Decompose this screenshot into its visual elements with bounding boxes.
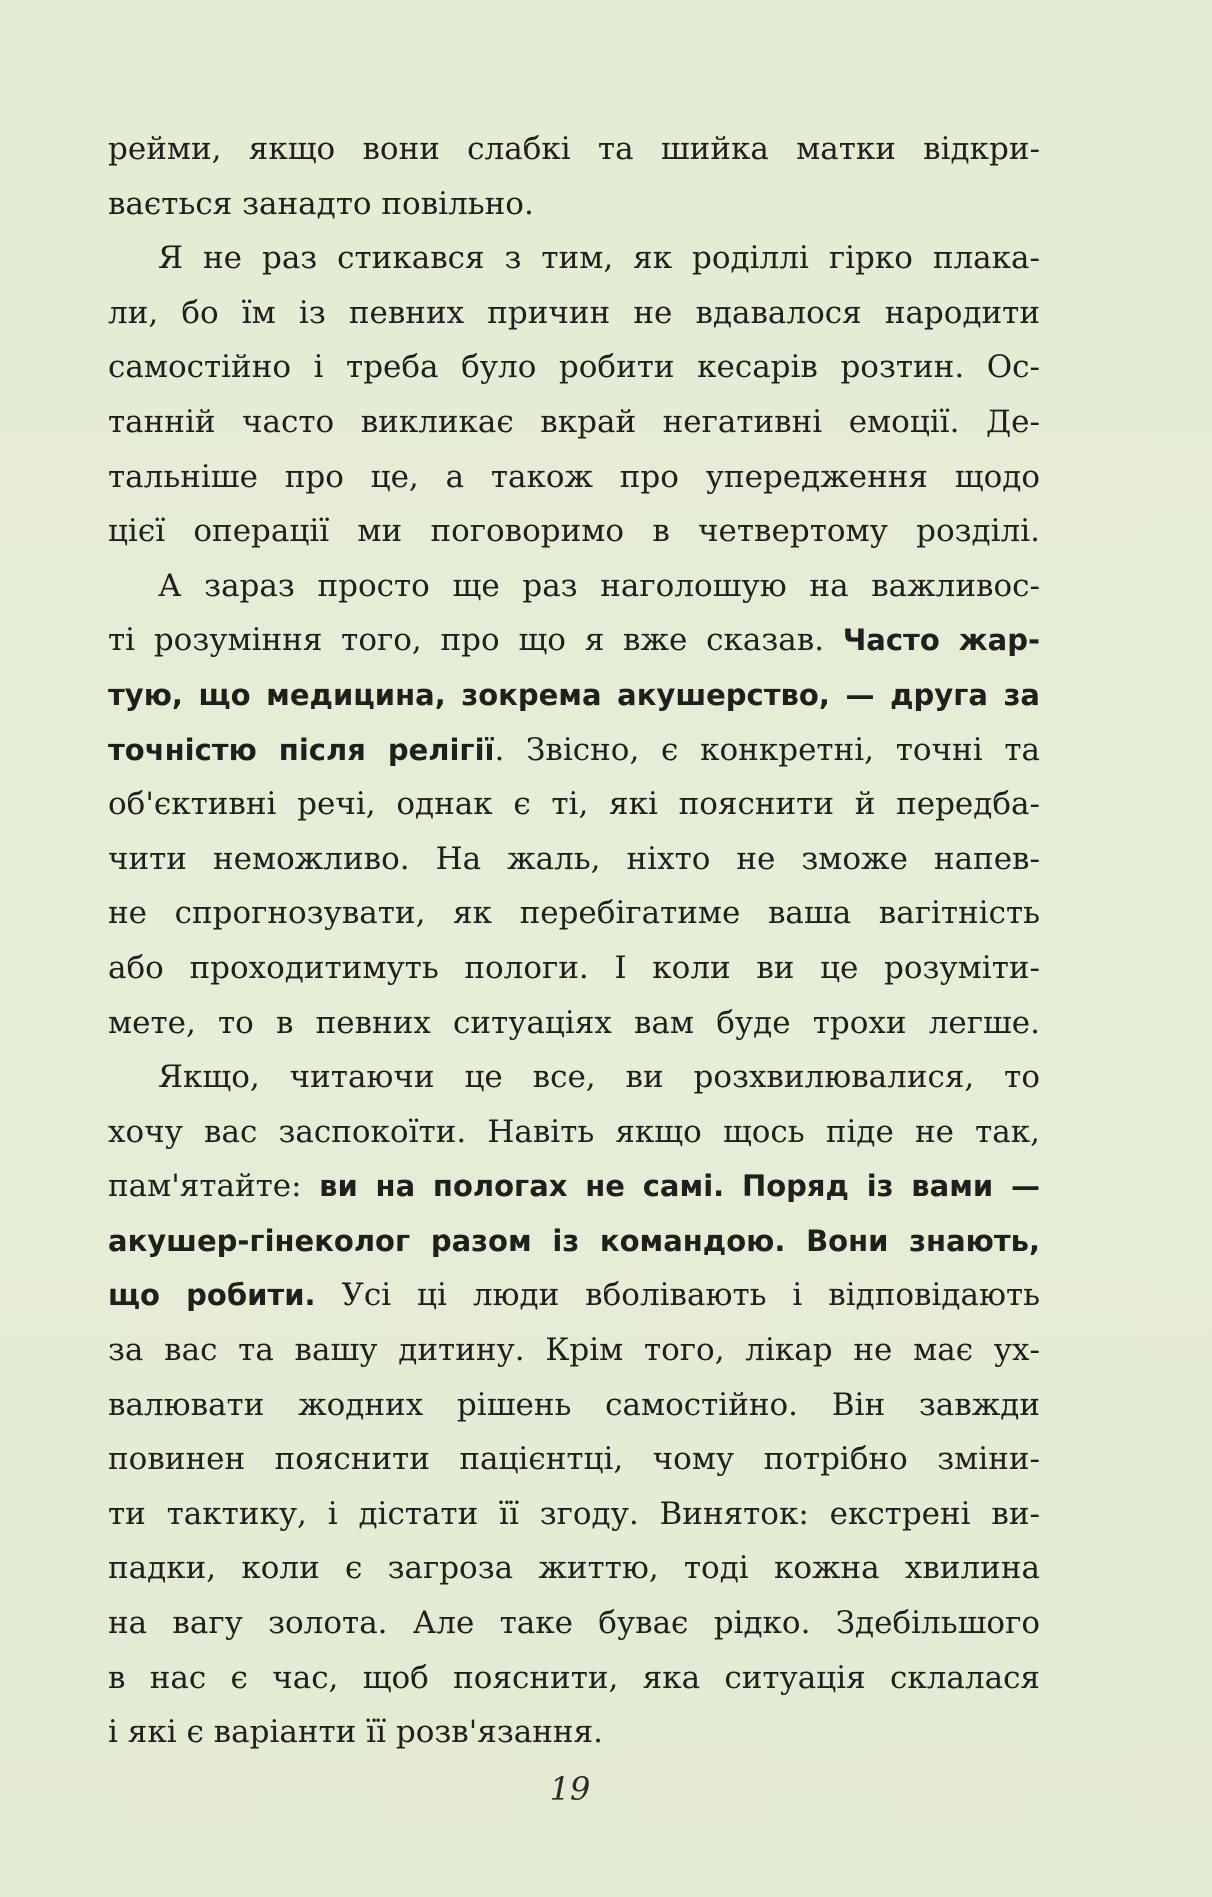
text-line	[108, 1214, 1040, 1269]
text-line: тальніше про це, а також про упередження щодо	[108, 458, 1040, 495]
text-line: на вагу золота. Але таке буває рідко. Здебільшого	[108, 1605, 1040, 1642]
text-line: або проходитимуть пологи. І коли ви це розуміти-	[108, 949, 1040, 986]
text-line: Я не раз стикався з тим, як роділлі гірко плака-	[158, 240, 1040, 277]
text-line: і які є варіанти її розв'язання.	[108, 1714, 603, 1751]
text-line: А зараз просто ще раз наголошую на важливос-	[158, 567, 1040, 604]
text-line: хочу вас заспокоїти. Навіть якщо щось піде не так,	[108, 1113, 1040, 1150]
text-line: падки, коли є загроза життю, тоді кожна хвилина	[108, 1550, 1040, 1587]
emphasis-text: тую, що медицина, зокрема акушерство, — друга за	[108, 677, 1040, 712]
text-line: не спрогнозувати, як перебігатиме ваша вагітність	[108, 895, 1040, 932]
text-line: об'єктивні речі, однак є ті, які пояснити й передба-	[108, 786, 1040, 823]
text-line: ли, бо їм із певних причин не вдавалося народити	[108, 294, 1040, 331]
text-line: валювати жодних рішень самостійно. Він завжди	[108, 1386, 1040, 1423]
text-line	[108, 1159, 1040, 1214]
emphasis-text: точністю після релігії	[108, 732, 495, 767]
emphasis-text: що робити.	[108, 1278, 316, 1313]
text-line	[108, 1268, 1040, 1323]
text-line: цієї операції ми поговоримо в четвертому розділі.	[108, 513, 1040, 550]
text-line: рейми, якщо вони слабкі та шийка матки відкри-	[108, 131, 1040, 167]
line-text: пам'ятайте:	[108, 1168, 320, 1205]
emphasis-text: Часто жар-	[842, 623, 1040, 658]
text-line	[108, 668, 1040, 723]
text-line: Якщо, читаючи це все, ви розхвилювалися, то	[158, 1059, 1040, 1096]
text-line	[108, 613, 1040, 668]
emphasis-text: ви на пологах не самі. Поряд із вами —	[319, 1169, 1040, 1204]
text-line: танній часто викликає вкрай негативні емоції. Де-	[108, 403, 1040, 440]
text-line: ти тактику, і дістати її згоду. Виняток: екстрені ви-	[108, 1495, 1040, 1532]
text-line: вається занадто повільно.	[108, 185, 534, 222]
line-text: ті розуміння того, про що я вже сказав.	[108, 622, 843, 659]
line-text: Усі ці люди вболівають і відповідають	[315, 1277, 1040, 1314]
text-line: мете, то в певних ситуаціях вам буде трохи легше.	[108, 1004, 1040, 1041]
text-line: самостійно і треба було робити кесарів розтин. Ос-	[108, 349, 1040, 386]
page-number: 19	[549, 1770, 591, 1808]
text-line: чити неможливо. На жаль, ніхто не зможе напев-	[108, 840, 1040, 877]
line-text: . Звісно, є конкретні, точні та	[494, 731, 1040, 768]
text-line: в нас є час, щоб пояснити, яка ситуація склалася	[108, 1659, 1040, 1696]
text-line	[108, 723, 1040, 778]
text-line: за вас та вашу дитину. Крім того, лікар не має ух-	[108, 1332, 1040, 1369]
emphasis-text: акушер-гінеколог разом із командою. Вони знають,	[108, 1223, 1040, 1258]
text-line: повинен пояснити пацієнтці, чому потрібно зміни-	[108, 1441, 1040, 1478]
body-text	[108, 122, 1040, 1760]
